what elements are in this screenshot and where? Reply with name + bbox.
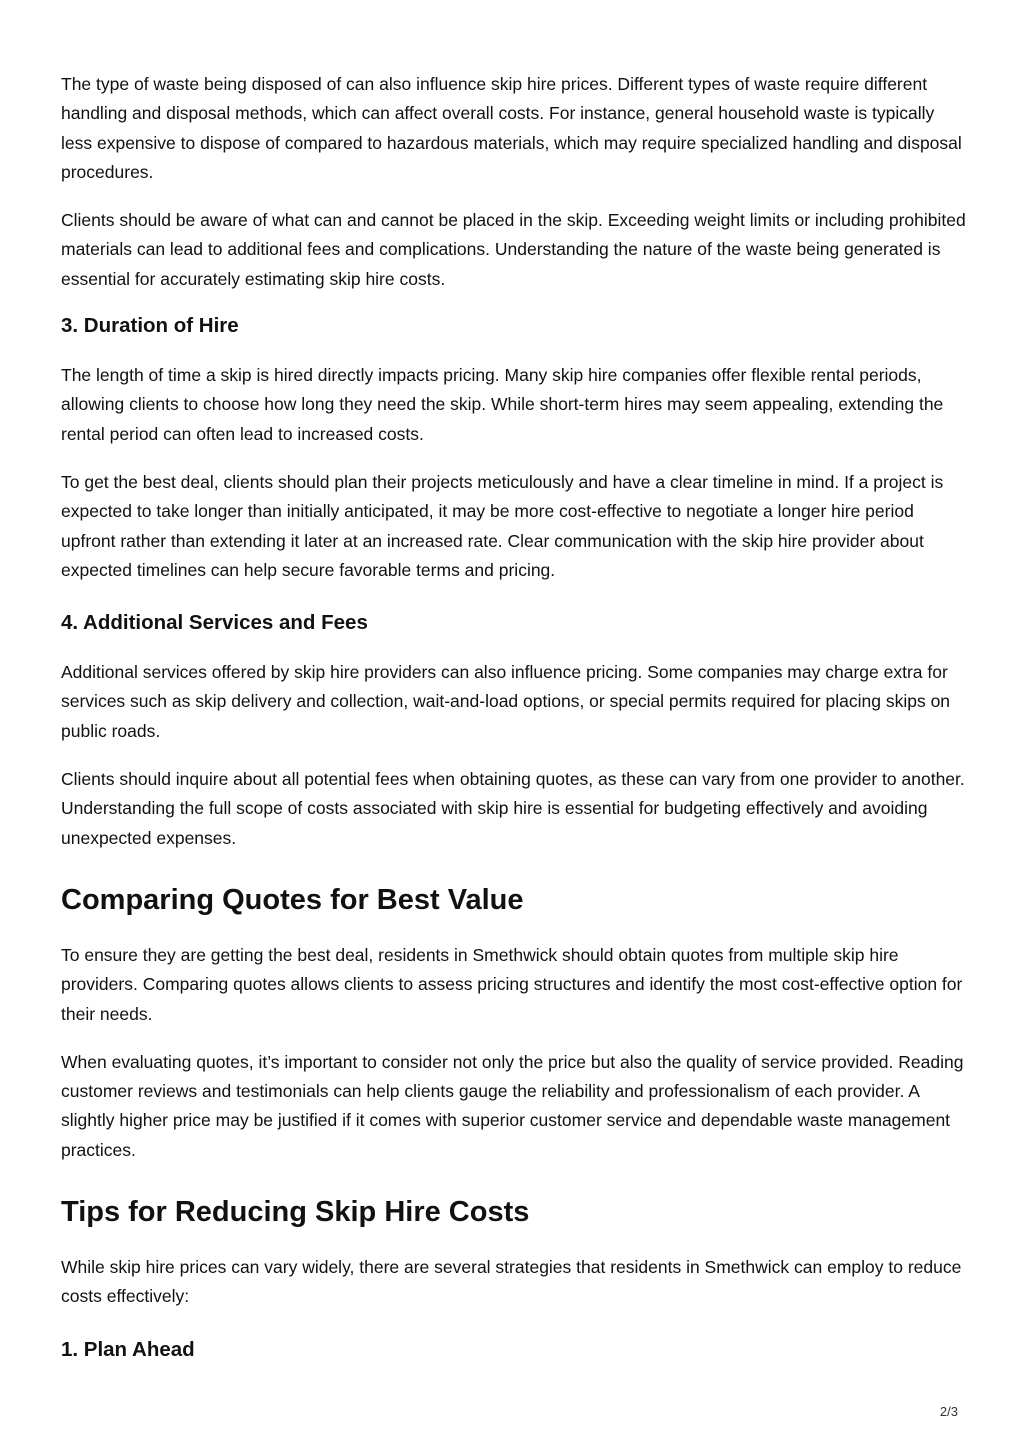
heading-comparing-quotes: Comparing Quotes for Best Value (61, 883, 524, 916)
paragraph-waste-type: The type of waste being disposed of can also influence skip hire prices. Different types of waste require different handling and disposal methods, which can affect overall costs. For instance, general household waste is typically less expensive to dispose of compared to hazardous materials, which may require specialized handling and disposal procedures. (61, 74, 962, 182)
paragraph-evaluating-quotes: When evaluating quotes, it’s important to consider not only the price but also the quality of service provided. Reading customer reviews and testimonials can help clients gauge the reliability and professionalism of each provider. A slightly higher price may be justified if it comes with superior customer service and dependable waste management practices. (61, 1051, 964, 1160)
paragraph-strategies-intro: While skip hire prices can vary widely, there are several strategies that residents in Smethwick can employ to reduce costs effectively: (61, 1257, 962, 1307)
paragraph-multiple-quotes: To ensure they are getting the best deal, residents in Smethwick should obtain quotes from multiple skip hire providers. Comparing quotes allows clients to assess pricing structures and identify the most cost-effective option for their needs. (61, 944, 963, 1024)
paragraph-best-deal-planning: To get the best deal, clients should plan their projects meticulously and have a clear timeline in mind. If a project is expected to take longer than initially anticipated, it may be more cost-effective to negotiate a longer hire period upfront rather than extending it later at an increased rate. Clear communication with the skip hire provider about expected timelines can help secure favorable terms and pricing. (61, 471, 944, 580)
heading-reducing-costs: Tips for Reducing Skip Hire Costs (61, 1196, 530, 1229)
paragraph-additional-services: Additional services offered by skip hire providers can also influence pricing. Some companies may charge extra for services such as skip delivery and collection, wait-and-load options, or special permits required for placing skips on public roads. (61, 662, 951, 741)
heading-additional-services: 4. Additional Services and Fees (61, 611, 368, 635)
heading-duration-of-hire: 3. Duration of Hire (61, 314, 239, 338)
document-body (61, 70, 969, 1385)
paragraph-skip-restrictions: Clients should be aware of what can and cannot be placed in the skip. Exceeding weight limits or including prohibited materials can lead to additional fees and complications. Understanding the nature of the waste being generated is essential for accurately estimating skip hire costs. (61, 210, 966, 289)
paragraph-potential-fees: Clients should inquire about all potential fees when obtaining quotes, as these can vary from one provider to another. Understanding the full scope of costs associated with skip hire is essential for budgeting effectively and avoiding unexpected expenses. (61, 769, 965, 848)
heading-plan-ahead: 1. Plan Ahead (61, 1337, 195, 1361)
paragraph-hire-length: The length of time a skip is hired directly impacts pricing. Many skip hire companies offer flexible rental periods, allowing clients to choose how long they need the skip. While short-term hires may seem appealing, extending the rental period can often lead to increased costs. (61, 365, 944, 444)
page-number: 2/3 (939, 1404, 958, 1419)
